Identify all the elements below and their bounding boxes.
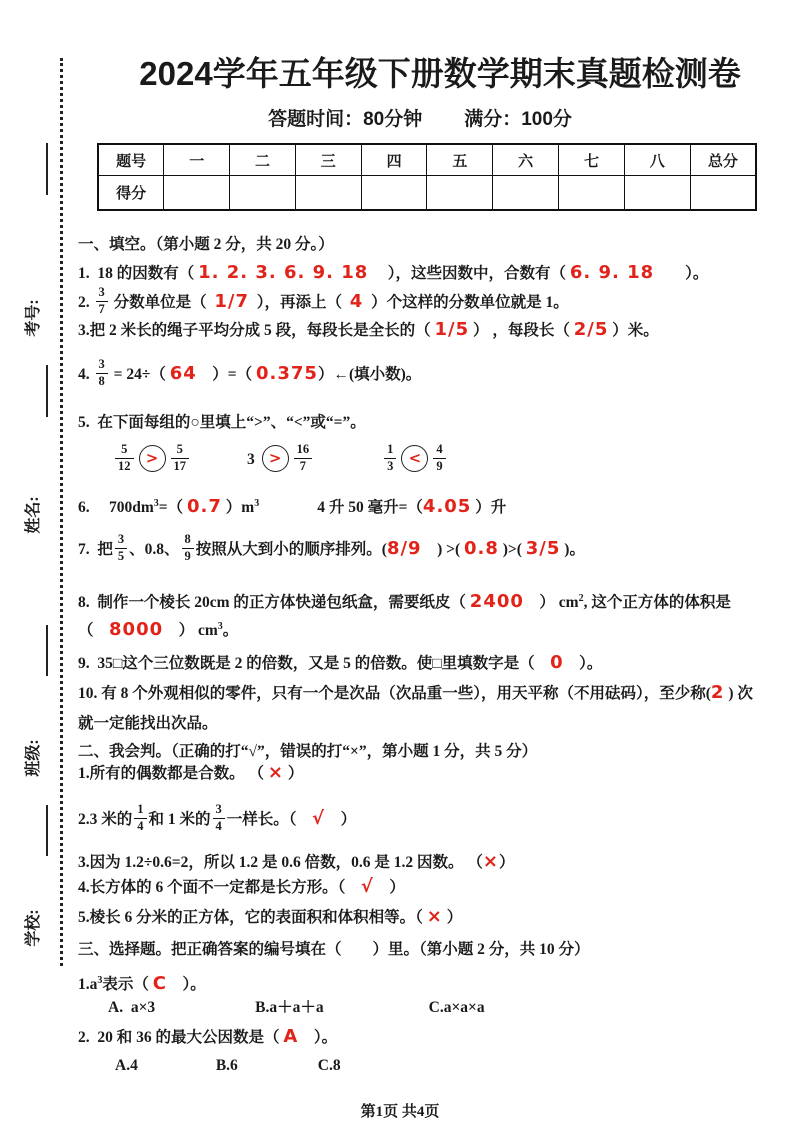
- score-table-header-cell: 七: [559, 144, 625, 176]
- fraction-numerator: 3: [213, 803, 225, 819]
- handwritten-answer: 0.8: [463, 538, 499, 559]
- question-text: A.4: [115, 1057, 138, 1074]
- question-text: 二、我会判。（正确的打“√”，错误的打“×”，第小题 1 分，共 5 分）: [78, 743, 538, 760]
- handwritten-answer: 2: [710, 682, 725, 703]
- question-text: ）个这样的分数单位就是 1。: [363, 294, 569, 311]
- question-text: ）米。: [608, 322, 659, 339]
- score-table-empty-cell: [361, 176, 427, 211]
- question-text: 表示（: [102, 976, 153, 994]
- judge-5: [78, 902, 794, 932]
- spacer: [78, 1011, 108, 1012]
- score-table-score-row: [98, 176, 756, 211]
- question-text: ）: [442, 909, 463, 926]
- fraction-denominator: 5: [117, 548, 125, 563]
- question-text: 6. 700dm: [78, 499, 154, 517]
- class-blank-line: [46, 625, 48, 676]
- question-text: ）: [373, 879, 405, 896]
- score-table-empty-cell: [559, 176, 625, 211]
- fraction: [115, 443, 134, 474]
- exam-full-score: 满分：100分: [464, 109, 572, 130]
- question-text: （: [78, 622, 110, 640]
- score-table-header-cell: 六: [493, 144, 559, 176]
- handwritten-answer: 2400: [469, 591, 524, 613]
- q10-line1: [78, 678, 794, 708]
- handwritten-answer: ×: [426, 906, 443, 927]
- fraction-numerator: 5: [171, 443, 190, 459]
- question-text: ）。: [298, 1029, 338, 1046]
- question-text: 三、选择题。把正确答案的编号填在（ ）里。（第小题 2 分，共 10 分）: [78, 941, 590, 958]
- section-3-header: [78, 935, 794, 964]
- comparison-circle: >: [139, 445, 166, 472]
- score-table: [97, 143, 757, 211]
- question-text: 3.把 2 米长的绳子平均分成 5 段，每段长是全长的（: [78, 322, 435, 339]
- fraction: [134, 803, 146, 834]
- question-text: 1.a: [78, 976, 98, 994]
- handwritten-answer: 4: [349, 291, 364, 312]
- q4: [78, 353, 794, 396]
- spacer: [238, 1069, 318, 1070]
- page-number: 第1页 共4页: [360, 1104, 440, 1120]
- fraction: [182, 533, 194, 564]
- class-label: 班级:: [25, 739, 42, 777]
- question-text: ）=（: [196, 366, 256, 383]
- question-text: )>(: [498, 541, 526, 558]
- handwritten-answer: 6. 9. 18: [569, 262, 655, 283]
- handwritten-answer: 2/5: [573, 319, 609, 340]
- score-table-header-cell: 三: [295, 144, 361, 176]
- question-text: 一样长。（: [226, 811, 313, 828]
- q9: [78, 648, 794, 678]
- question-text: , 这个正方体的体积是: [583, 594, 731, 612]
- score-table-header-cell: 八: [624, 144, 690, 176]
- fraction: [294, 443, 313, 474]
- question-text: 。: [222, 622, 239, 640]
- question-text: ） cm: [523, 594, 579, 612]
- handwritten-answer: √: [360, 876, 374, 897]
- question-text: C.8: [317, 1057, 341, 1074]
- score-table-empty-cell: [164, 176, 230, 211]
- fraction-denominator: 3: [387, 458, 394, 473]
- question-text: ）: [325, 811, 357, 828]
- fraction-denominator: 4: [215, 818, 222, 833]
- fraction-numerator: 3: [96, 358, 108, 374]
- score-table-empty-cell: [230, 176, 296, 211]
- fraction-denominator: 9: [184, 548, 191, 563]
- question-text: 5. 在下面每组的○里填上“>”、“<”或“=”。: [78, 414, 366, 431]
- school-label: 学校:: [25, 909, 42, 947]
- spacer: [191, 463, 247, 464]
- question-text: 3: [247, 451, 259, 468]
- handwritten-answer: 4.05: [422, 496, 472, 518]
- exam-number-label: 考号:: [25, 299, 42, 337]
- question-text: 和 1 米的: [148, 811, 211, 828]
- question-text: ），这些因数中，合数有（: [368, 265, 570, 282]
- question-text: B.6: [215, 1057, 238, 1074]
- question-text: ）升: [471, 499, 507, 517]
- score-table-header-cell: 总分: [690, 144, 756, 176]
- fraction-denominator: 8: [98, 373, 105, 388]
- school-blank-line: [46, 805, 48, 856]
- name-blank-line: [46, 365, 48, 417]
- exam-time: 答题时间：80分钟: [268, 109, 423, 130]
- handwritten-answer: 0: [550, 652, 564, 673]
- q5-comparisons: [78, 437, 794, 483]
- fraction-numerator: 1: [384, 443, 396, 459]
- question-text: 、0.8、: [129, 541, 180, 558]
- question-text: ) >(: [421, 541, 464, 558]
- fraction-numerator: 5: [115, 443, 134, 459]
- handwritten-answer: 0.375: [256, 363, 318, 384]
- question-text: ）←(填小数)。: [317, 366, 422, 383]
- question-text: ) 次: [724, 685, 753, 702]
- fraction-denominator: 17: [173, 458, 186, 473]
- question-text: ） cm: [163, 622, 218, 640]
- choice-1-options: [78, 993, 794, 1022]
- handwritten-answer: ×: [267, 762, 284, 783]
- score-table-header-cell: 五: [427, 144, 493, 176]
- score-table-empty-cell: [690, 176, 756, 211]
- question-text: 10. 有 8 个外观相似的零件，只有一个是次品（次品重一些），用天平称（不用砝码），至少称(: [78, 685, 711, 702]
- fraction-numerator: 16: [294, 443, 313, 459]
- comparison-circle: >: [262, 445, 289, 472]
- handwritten-answer: 8000: [109, 619, 164, 641]
- seal-dotted-line: [60, 58, 63, 966]
- fraction: [96, 286, 108, 317]
- question-text: A. a×3: [108, 999, 156, 1016]
- question-text: 按照从大到小的顺序排列。(: [195, 541, 387, 558]
- fraction: [213, 803, 225, 834]
- fraction-denominator: 9: [436, 458, 443, 473]
- fraction-denominator: 7: [98, 301, 105, 316]
- handwritten-answer: A: [283, 1026, 299, 1047]
- question-text: 8. 制作一个棱长 20cm 的正方体快递包纸盒，需要纸皮（: [78, 594, 470, 612]
- q8-line2: [78, 612, 794, 645]
- score-table-header-cell: 一: [164, 144, 230, 176]
- fraction-numerator: 3: [96, 286, 108, 302]
- superscript: 3: [217, 621, 223, 632]
- question-text: 2.3 米的: [78, 811, 133, 828]
- question-text: ）。: [166, 976, 206, 994]
- fraction: [96, 358, 108, 389]
- question-text: 1. 18 的因数有（: [78, 265, 199, 282]
- name-label: 姓名:: [25, 496, 42, 534]
- handwritten-answer: 3/5: [525, 538, 561, 559]
- superscript: 3: [254, 498, 260, 509]
- judge-1: [78, 758, 794, 788]
- question-text: 2.: [78, 294, 94, 311]
- fraction-numerator: 3: [115, 533, 127, 549]
- question-text: C.a×a×a: [428, 999, 485, 1016]
- handwritten-answer: √: [312, 808, 326, 829]
- question-text: 5.棱长 6 分米的正方体，它的表面积和体积相等。（: [78, 909, 427, 926]
- question-text: )。: [560, 541, 585, 558]
- fraction: [384, 443, 396, 474]
- question-text: 就一定能找出次品。: [78, 715, 218, 732]
- score-row-label: 得分: [98, 176, 164, 211]
- comparison-circle: <: [401, 445, 428, 472]
- handwritten-answer: 8/9: [386, 538, 422, 559]
- q7: [78, 528, 794, 571]
- question-text: ）: [283, 765, 304, 782]
- fraction: [433, 443, 445, 474]
- score-table-header-cell: 二: [230, 144, 296, 176]
- page-title: 2024学年五年级下册数学期末真题检测卷: [139, 55, 741, 92]
- question-text: ），再添上（: [249, 294, 350, 311]
- score-table-empty-cell: [493, 176, 559, 211]
- fraction-numerator: 8: [182, 533, 194, 549]
- spacer: [78, 1069, 115, 1070]
- question-text: 7. 把: [78, 541, 113, 558]
- question-text: 2. 20 和 36 的最大公因数是（: [78, 1029, 284, 1046]
- spacer: [155, 1011, 255, 1012]
- fraction: [171, 443, 190, 474]
- q5: [78, 408, 794, 437]
- score-table-header-cell: 四: [361, 144, 427, 176]
- score-table-header-row: [98, 144, 756, 176]
- question-text: 3.因为 1.2÷0.6=2，所以 1.2 是 0.6 倍数，0.6 是 1.2 因数。 （: [78, 854, 483, 871]
- question-text: ）m: [221, 499, 255, 517]
- section-1-header: [78, 230, 794, 259]
- score-table-empty-cell: [427, 176, 493, 211]
- question-text: 分数单位是（: [109, 294, 215, 311]
- score-table-empty-cell: [624, 176, 690, 211]
- choice-2: [78, 1022, 794, 1052]
- question-text: B.a＋a＋a: [255, 999, 324, 1016]
- question-text: ）: [498, 854, 515, 871]
- question-text: ） ，每段长（: [469, 322, 574, 339]
- spacer: [314, 463, 382, 464]
- question-text: 4.长方体的 6 个面不一定都是长方形。（: [78, 879, 361, 896]
- question-text: ）。: [654, 265, 709, 282]
- fraction-denominator: 7: [299, 458, 306, 473]
- question-text: =（: [158, 499, 188, 517]
- spacer: [138, 1069, 216, 1070]
- question-text: 1.所有的偶数都是合数。 （: [78, 765, 268, 782]
- score-table-header-cell: 题号: [98, 144, 164, 176]
- handwritten-answer: ×: [482, 851, 499, 872]
- fraction-numerator: 1: [134, 803, 146, 819]
- judge-4: [78, 872, 794, 902]
- handwritten-answer: 64: [169, 363, 197, 384]
- judge-2: [78, 798, 794, 841]
- spacer: [324, 1011, 429, 1012]
- handwritten-answer: 1/7: [214, 291, 250, 312]
- choice-2-options: [78, 1051, 794, 1080]
- score-table-empty-cell: [295, 176, 361, 211]
- q3: [78, 315, 794, 345]
- superscript: 2: [578, 593, 584, 604]
- fraction-numerator: 4: [433, 443, 445, 459]
- handwritten-answer: 1/5: [434, 319, 470, 340]
- fraction-denominator: 12: [118, 458, 131, 473]
- q6: [78, 489, 794, 522]
- fraction-denominator: 4: [137, 818, 144, 833]
- handwritten-answer: 1. 2. 3. 6. 9. 18: [198, 262, 369, 283]
- question-text: 9. 35□这个三位数既是 2 的倍数，又是 5 的倍数。使□里填数字是（: [78, 655, 551, 672]
- question-text: 4 升 50 毫升=（: [317, 499, 423, 517]
- question-text: = 24÷（: [109, 366, 170, 383]
- spacer: [78, 463, 113, 464]
- spacer: [259, 511, 317, 512]
- handwritten-answer: C: [152, 973, 167, 995]
- exam-number-blank-line: [46, 143, 48, 195]
- question-text: 一、填空。（第小题 2 分，共 20 分。）: [78, 236, 334, 253]
- fraction: [115, 533, 127, 564]
- question-text: ）。: [563, 655, 603, 672]
- handwritten-answer: 0.7: [187, 496, 222, 518]
- q10-line2: [78, 709, 794, 738]
- exam-info: [80, 104, 760, 131]
- question-text: 4.: [78, 366, 94, 383]
- superscript: 3: [97, 975, 103, 986]
- superscript: 3: [153, 498, 159, 509]
